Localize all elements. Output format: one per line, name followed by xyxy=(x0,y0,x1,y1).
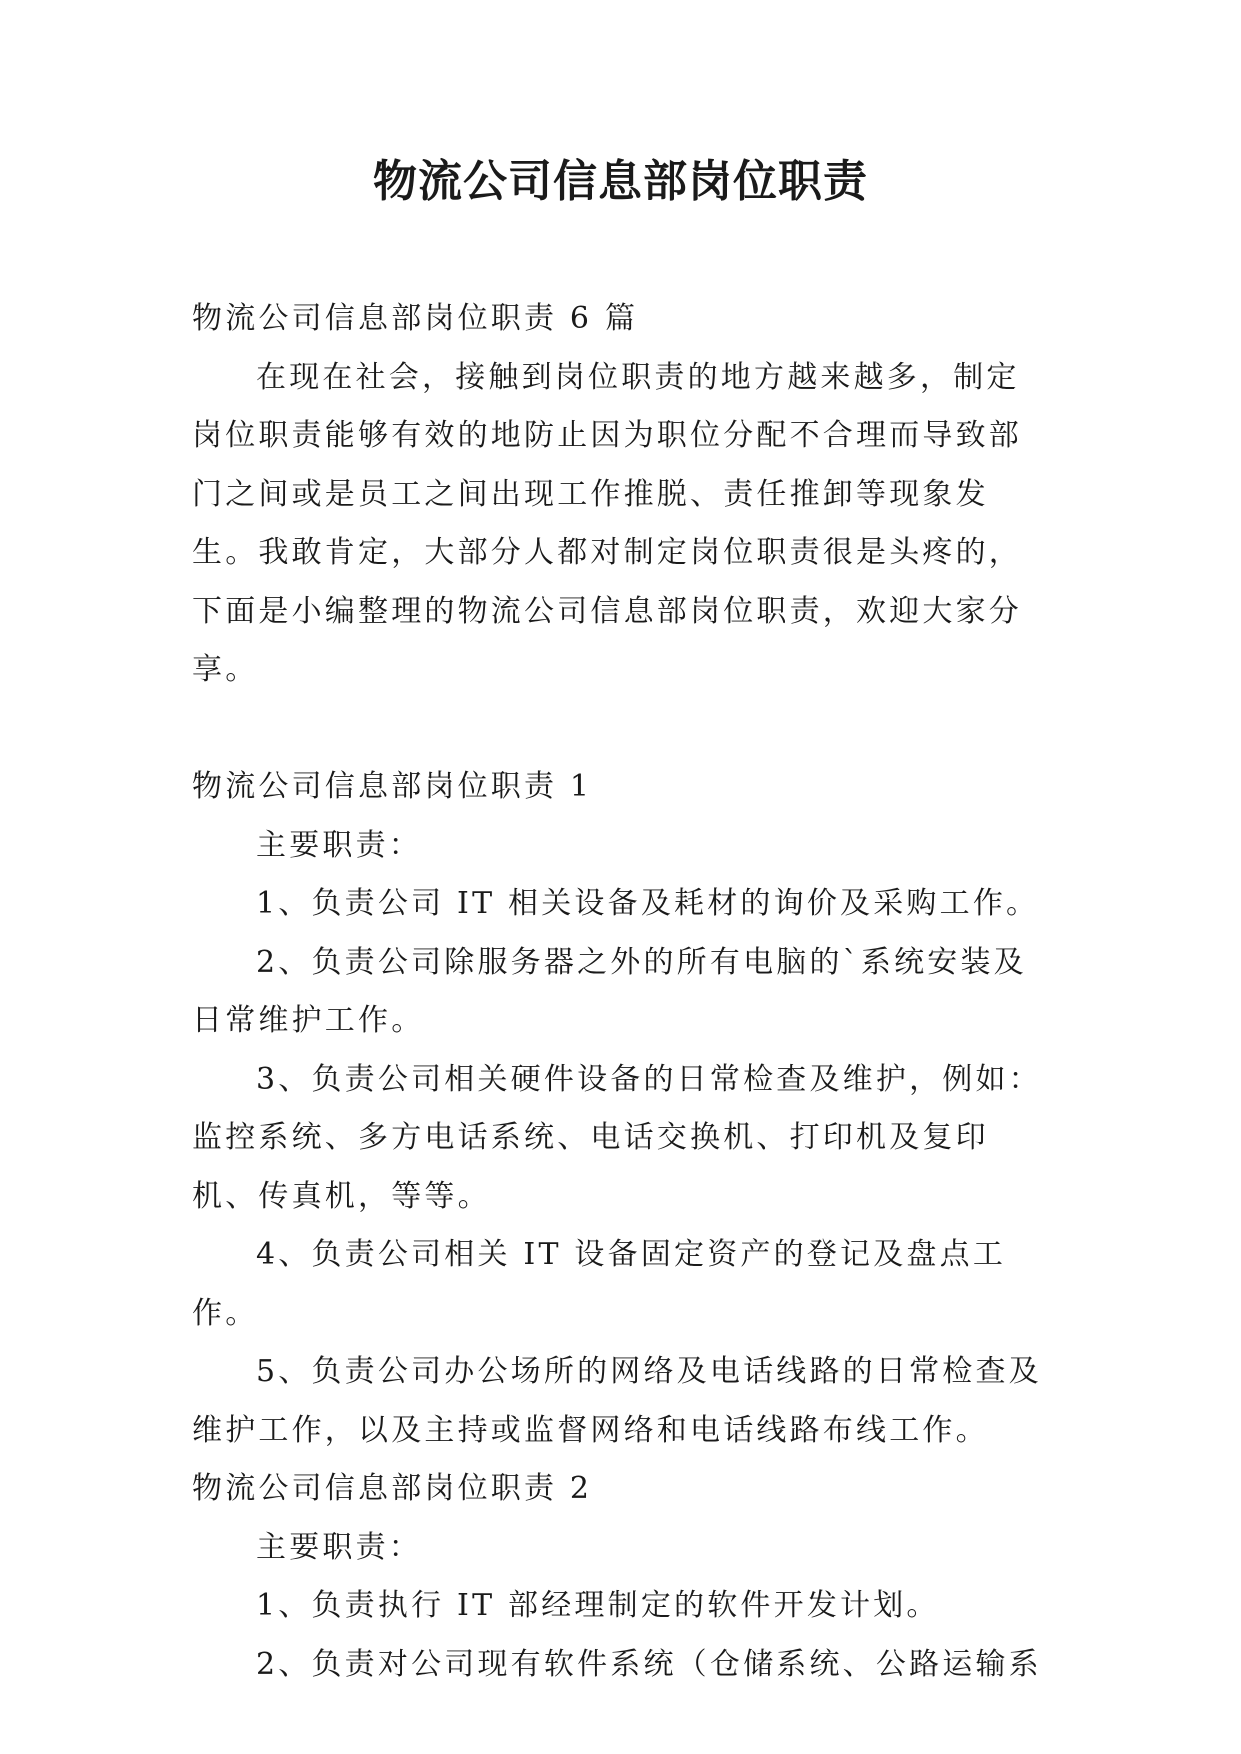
section-heading: 物流公司信息部岗位职责 2 xyxy=(192,1471,593,1506)
duty-item: 5、负责公司办公场所的网络及电话线路的日常检查及维护工作，以及主持或监督网络和电话线路布线工作。 xyxy=(192,1354,1042,1448)
section-heading: 物流公司信息部岗位职责 1 xyxy=(192,769,593,804)
paragraph-spacer xyxy=(192,700,1052,759)
document-title: 物流公司信息部岗位职责 xyxy=(373,156,868,207)
duty-item: 2、负责公司除服务器之外的所有电脑的`系统安装及日常维护工作。 xyxy=(192,944,1027,1038)
duty-item: 1、负责公司 IT 相关设备及耗材的询价及采购工作。 xyxy=(256,886,1040,921)
document-body xyxy=(192,290,1052,1694)
section-label: 主要职责： xyxy=(256,1529,422,1565)
duty-item: 1、负责执行 IT 部经理制定的软件开发计划。 xyxy=(256,1588,940,1623)
document-subtitle: 物流公司信息部岗位职责 6 篇 xyxy=(192,301,639,336)
section-label: 主要职责： xyxy=(256,827,422,863)
duty-item: 3、负责公司相关硬件设备的日常检查及维护，例如：监控系统、多方电话系统、电话交换机、打印机及复印机、传真机，等等。 xyxy=(192,1061,1042,1214)
duty-item: 2、负责对公司现有软件系统（仓储系统、公路运输系 xyxy=(256,1646,1042,1682)
duty-item: 4、负责公司相关 IT 设备固定资产的登记及盘点工作。 xyxy=(192,1237,1007,1331)
intro-paragraph: 在现在社会，接触到岗位职责的地方越来越多，制定岗位职责能够有效的地防止因为职位分配不合理而导致部门之间或是员工之间出现工作推脱、责任推卸等现象发生。我敢肯定，大部分人都对制定岗位职责很是头疼的，下面是小编整理的物流公司信息部岗位职责，欢迎大家分享。 xyxy=(192,359,1022,687)
